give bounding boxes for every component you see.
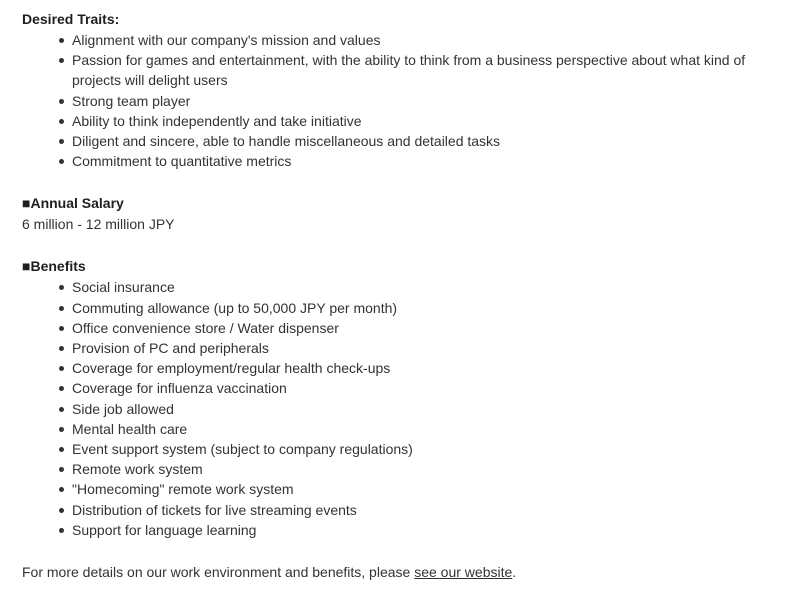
spacer xyxy=(22,235,782,256)
list-item: Alignment with our company's mission and values xyxy=(22,30,782,50)
benefits-heading: ■Benefits xyxy=(22,258,86,275)
list-item: Coverage for influenza vaccination xyxy=(22,378,782,398)
list-item: "Homecoming" remote work system xyxy=(22,479,782,499)
spacer xyxy=(22,540,782,562)
list-item: Provision of PC and peripherals xyxy=(22,338,782,358)
list-item: Commitment to quantitative metrics xyxy=(22,151,782,171)
list-item: Ability to think independently and take initiative xyxy=(22,111,782,131)
job-details-content xyxy=(22,9,782,583)
spacer xyxy=(22,171,782,193)
list-item: Diligent and sincere, able to handle miscellaneous and detailed tasks xyxy=(22,131,782,151)
list-item: Coverage for employment/regular health check-ups xyxy=(22,358,782,378)
footer-text xyxy=(22,562,782,583)
website-link[interactable]: see our website xyxy=(414,564,513,581)
list-item: Social insurance xyxy=(22,277,782,297)
list-item: Side job allowed xyxy=(22,399,782,419)
list-item: Commuting allowance (up to 50,000 JPY per month) xyxy=(22,298,782,318)
list-item: Event support system (subject to company regulations) xyxy=(22,439,782,459)
list-item: Distribution of tickets for live streaming events xyxy=(22,500,782,520)
footer-text-after: . xyxy=(512,564,517,581)
list-item: Remote work system xyxy=(22,459,782,479)
list-item: Support for language learning xyxy=(22,520,782,540)
list-item: Office convenience store / Water dispenser xyxy=(22,318,782,338)
desired-traits-heading: Desired Traits: xyxy=(22,11,120,27)
list-item: Strong team player xyxy=(22,91,782,111)
list-item: Mental health care xyxy=(22,419,782,439)
list-item: Passion for games and entertainment, with the ability to think from a business perspective about what kind of projects will delight users xyxy=(22,50,782,90)
annual-salary-value: 6 million - 12 million JPY xyxy=(22,216,175,233)
desired-traits-list xyxy=(22,30,782,171)
benefits-list xyxy=(22,277,782,540)
footer-text-before: For more details on our work environment and benefits, please xyxy=(22,564,415,581)
annual-salary-heading: ■Annual Salary xyxy=(22,195,124,212)
